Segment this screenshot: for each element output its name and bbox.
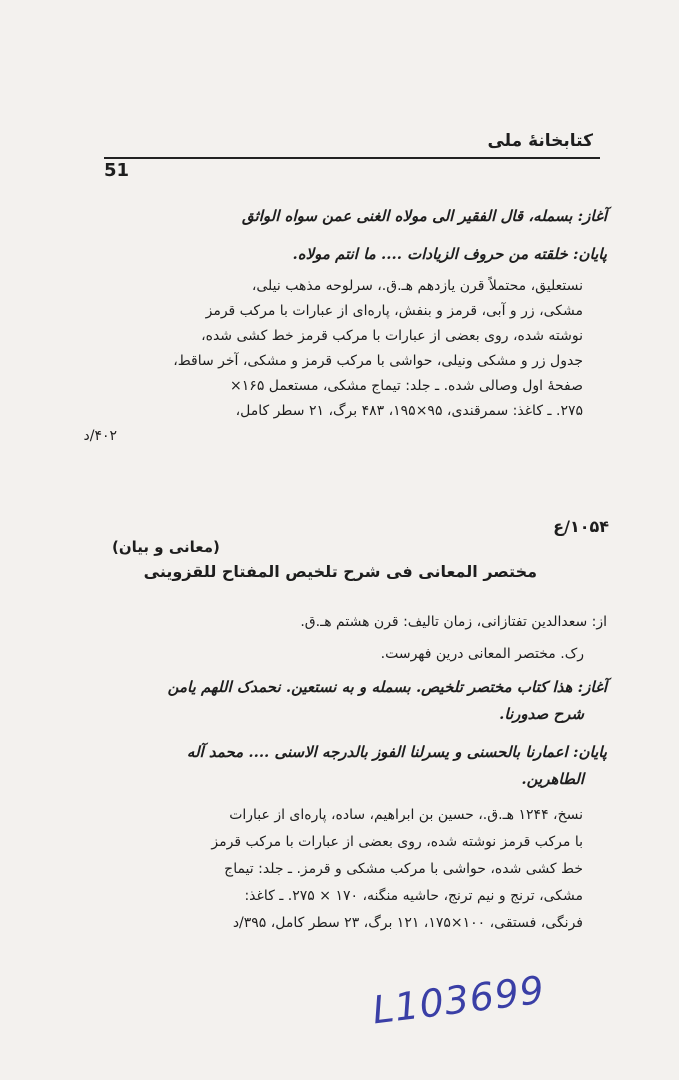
entry1-desc-line: ۲۷۵. ـ کاغذ: سمرقندی، ۹۵×۱۹۵، ۴۸۳ برگ، ۲۱ سطر کامل، — [235, 403, 583, 419]
entry1-explicit: پایان: خلقته من حروف الزیادات .... ما انتم مولاه. — [292, 245, 607, 263]
entry1-desc-line: صفحهٔ اول وصالی شده. ـ جلد: تیماج مشکی، مستعمل ۱۶۵× — [230, 378, 583, 394]
entry2-incipit-cont: شرح صدورنا. — [499, 705, 584, 723]
entry1-desc-line: نوشته شده، روی بعضی از عبارات با مرکب قرمز خط کشی شده، — [201, 328, 583, 344]
entry2-desc-line: با مرکب قرمز نوشته شده، روی بعضی از عبارات با مرکب قرمز — [211, 834, 583, 850]
header-rule — [104, 157, 600, 159]
entry1-incipit: آغاز: بسمله، قال الفقیر الی مولاه الغنی عمن سواه الواثق — [242, 207, 607, 225]
page-number: 51 — [104, 160, 130, 181]
entry1-desc-line: جدول زر و مشکی ونیلی، حواشی با مرکب قرمز و مشکی، آخر ساقط، — [173, 353, 583, 369]
entry1-shelfmark: ۴۰۲/د — [83, 428, 117, 444]
entry2-desc-line: خط کشی شده، حواشی با مرکب مشکی و قرمز. ـ جلد: تیماج — [224, 861, 583, 877]
entry2-subject: (معانی و بیان) — [112, 538, 220, 556]
entry2-explicit: پایان: اعمارنا بالحسنی و یسرلنا الفوز بالدرجه الاسنی .... محمد آله — [186, 743, 607, 761]
entry2-desc-line: نسخ، ۱۲۴۴ هـ.ق.، حسین بن ابراهیم، ساده، پاره‌ای از عبارات — [229, 807, 583, 823]
entry2-incipit: آغاز: هذا کتاب مختصر تلخیص. بسمله و به نستعین. نحمدک اللهم یامن — [167, 678, 607, 696]
handwritten-accession-number: L103699 — [369, 967, 548, 1033]
library-name: کتابخانهٔ ملی — [487, 131, 593, 151]
entry2-desc-line: مشکی، ترنج و نیم ترنج، حاشیه منگنه، ۱۷۰ × ۲۷۵. ـ کاغذ: — [244, 888, 583, 904]
entry2-id: ۱۰۵۴/ع — [553, 517, 609, 536]
entry2-title: مختصر المعانی فی شرح تلخیص المفتاح للقزوینی — [143, 562, 537, 581]
entry1-desc-line: نستعلیق، محتملاً قرن یازدهم هـ.ق.، سرلوحه مذهب نیلی، — [251, 278, 583, 294]
entry2-see-also: رک. مختصر المعانی درین فهرست. — [380, 646, 584, 662]
entry1-desc-line: مشکی، زر و آبی، قرمز و بنفش، پاره‌ای از عبارات با مرکب قرمز — [205, 303, 583, 319]
entry2-explicit-cont: الطاهرین. — [521, 770, 584, 788]
entry2-desc-line: فرنگی، فستقی، ۱۰۰×۱۷۵، ۱۲۱ برگ، ۲۳ سطر کامل، ۳۹۵/د — [232, 915, 583, 931]
entry2-author: از: سعدالدین تفتازانی، زمان تالیف: قرن هشتم هـ.ق. — [300, 614, 607, 630]
